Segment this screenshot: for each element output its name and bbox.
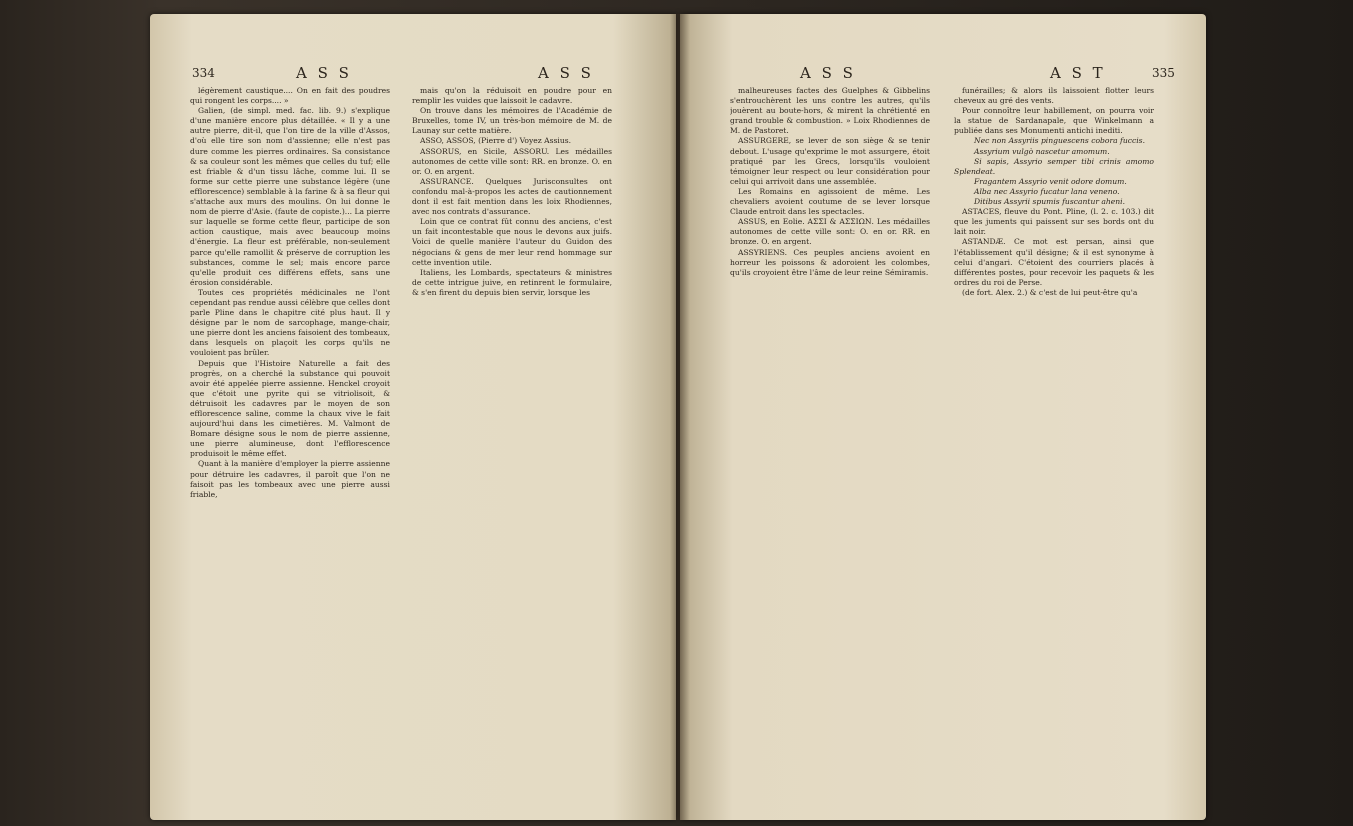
dictionary-entry: ASSORUS, en Sicile, ASSORU. Les médailles autonomes de cette ville sont: RR. en bronze. O. en or. O. en argent. bbox=[412, 146, 612, 176]
running-head: A S S bbox=[296, 64, 352, 82]
running-head: A S S bbox=[800, 64, 856, 82]
running-head: A S T bbox=[1050, 64, 1106, 82]
page-number: 334 bbox=[192, 66, 215, 80]
paragraph: malheureuses factes des Guelphes & Gibbelins s'entrouchèrent les uns contre les autres, qu'ils jouèrent au boute-hors, & mirent la chrétienté en grand trouble & combustion. » Loix Rhodiennes de M. de Pastoret. bbox=[730, 86, 930, 136]
paragraph: Les Romains en agissoient de même. Les chevaliers avoient coutume de se lever lorsque Claude entroit dans les spectacles. bbox=[730, 186, 930, 217]
dictionary-entry: ASSYRIENS. Ces peuples anciens avoient en horreur les poissons & adoroient les colombes, qu'ils croyoient être l'âme de leur reine Sémiramis. bbox=[730, 247, 930, 277]
latin-quote: Fragantem Assyrio venit odore domum. bbox=[974, 176, 1127, 186]
latin-quote: Assyrium vulgò nascetur amomum. bbox=[974, 146, 1110, 156]
text-column bbox=[190, 86, 390, 802]
running-head: A S S bbox=[538, 64, 594, 82]
paragraph: Quant à la manière d'employer la pierre assienne pour détruire les cadavres, il paroît que l'on ne faisoit pas les tombeaux avec une pierre aussi friable, bbox=[190, 459, 390, 499]
paragraph: mais qu'on la réduisoit en poudre pour en remplir les vuides que laissoit le cadavre. bbox=[412, 86, 612, 106]
book-gutter bbox=[670, 14, 690, 820]
dictionary-entry: ASSUS, en Eolie. ΑΣΣΙ & ΑΣΣΙΩΝ. Les médailles autonomes de cette ville sont: O. en or. RR. en bronze. O. en argent. bbox=[730, 217, 930, 247]
latin-quote: Si sapis, Assyrio semper tibi crinis amomo Splendeat. bbox=[954, 156, 1154, 176]
right-page bbox=[680, 14, 1206, 820]
paragraph: Loin que ce contrat fût connu des anciens, c'est un fait incontestable que nous le devons aux juifs. Voici de quelle manière l'auteur du Guidon des négocians & gens de mer leur rend hommage sur cette invention utile. bbox=[412, 217, 612, 267]
paragraph: On trouve dans les mémoires de l'Académie de Bruxelles, tome IV, un très-bon mémoire de M. de Launay sur cette matière. bbox=[412, 106, 612, 136]
left-page bbox=[150, 14, 676, 820]
latin-quote: Nec non Assyriis pinguescens cobora fuccis. bbox=[974, 136, 1145, 146]
dictionary-entry: ASTACES, fleuve du Pont. Pline, (l. 2. c. 103.) dit que les juments qui paissent sur ses bords ont du lait noir. bbox=[954, 207, 1154, 237]
paragraph: (de fort. Alex. 2.) & c'est de lui peut-être qu'a bbox=[962, 287, 1138, 297]
paragraph: Pour connoître leur habillement, on pourra voir la statue de Sardanapale, que Winkelmann a publiée dans ses Monumenti antichi inediti. bbox=[954, 106, 1154, 136]
paragraph: funérailles; & alors ils laissoient flotter leurs cheveux au gré des vents. bbox=[954, 86, 1154, 106]
paragraph: Italiens, les Lombards, spectateurs & ministres de cette intrigue juive, en retinrent le formulaire, & s'en firent du depuis bien servir, lorsque les bbox=[412, 267, 612, 297]
open-book bbox=[150, 14, 1210, 820]
text-column bbox=[730, 86, 930, 802]
latin-quote: Ditibus Assyrii spumis fuscantur aheni. bbox=[974, 197, 1126, 207]
page-number: 335 bbox=[1152, 66, 1175, 80]
dictionary-entry: ASTANDÆ. Ce mot est persan, ainsi que l'établissement qu'il désigne; & il est synonyme à celui d'angari. C'étoient des courriers placés à différentes postes, pour recevoir les paquets & les ordres du roi de Perse. bbox=[954, 237, 1154, 287]
text-column bbox=[954, 86, 1154, 802]
dictionary-entry: ASSURGERE, se lever de son siège & se tenir debout. L'usage qu'exprime le mot assurgere, étoit pratiqué par les Grecs, lorsqu'ils vouloient témoigner leur respect ou leur considération pour celui qui arrivoit dans une assemblée. bbox=[730, 136, 930, 186]
text-column bbox=[412, 86, 612, 802]
dictionary-entry: ASSO, ASSOS, (Pierre d') Voyez Assius. bbox=[420, 136, 572, 146]
paragraph: légèrement caustique.... On en fait des poudres qui rongent les corps.... » bbox=[190, 86, 390, 106]
paragraph: Galien, (de simpl. med. fac. lib. 9.) s'explique d'une manière encore plus détaillée. « Il y a une autre pierre, dit-il, que l'on tire de la ville d'Assos, d'où elle tire son nom d'assienne; elle n'est pas dure comme les pierres ordinaires. Sa consistance & sa couleur sont les mêmes que celles du tuf; elle est friable & d'un tissu lâche, comme lui. Il se forme sur cette pierre une substance légère (une efflorescence) semblable à la farine & à sa fleur qui s'attache aux murs des moulins. On lui donne le nom de pierre d'Asie. (faute de copiste.)... La pierre sur laquelle se forme cette fleur, participe de son action caustique, mais avec beaucoup moins d'énergie. La fleur est préférable, non-seulement parce qu'elle ramollit & préserve de corruption les substances, comme le sel; mais encore parce qu'elle produit ces différens effets, sans une érosion considérable. bbox=[190, 106, 390, 287]
latin-quote: Alba nec Assyrio fucatur lana veneno. bbox=[974, 186, 1120, 196]
paragraph: Depuis que l'Histoire Naturelle a fait des progrès, on a cherché la substance qui pouvoit avoir été appelée pierre assienne. Henckel croyoit que c'étoit une pyrite qui se vitriolisoit, & détruisoit les cadavres par le moyen de son efflorescence saline, comme la chaux vive le fait aujourd'hui dans les cimetières. M. Valmont de Bomare désigne sous le nom de pierre assienne, une pierre alumineuse, dont l'efflorescence produisoit le même effet. bbox=[190, 358, 390, 459]
paragraph: Toutes ces propriétés médicinales ne l'ont cependant pas rendue aussi célèbre que celles dont parle Pline dans le chapitre cité plus haut. Il y désigne par le nom de sarcophage, mange-chair, une pierre dont les anciens faisoient des tombeaux, dans lesquels on plaçoit les corps qu'ils ne vouloient pas brûler. bbox=[190, 287, 390, 358]
dictionary-entry: ASSURANCE. Quelques Jurisconsultes ont confondu mal-à-propos les actes de cautionnement dont il est fait mention dans les loix Rhodiennes, avec nos contrats d'assurance. bbox=[412, 176, 612, 217]
